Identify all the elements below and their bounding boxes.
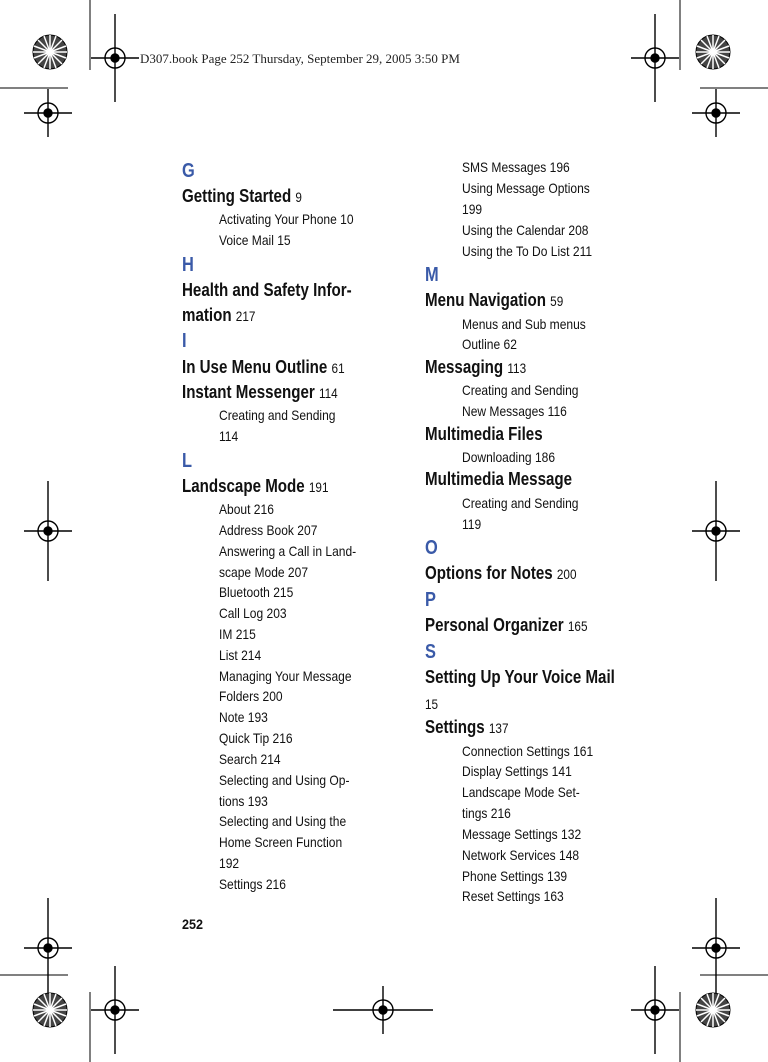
index-subentry: Folders 200	[219, 688, 283, 704]
index-letter-g: G	[182, 160, 195, 182]
index-subentry: Network Services 148	[462, 847, 580, 863]
index-entry-personal-organizer: Personal Organizer 165	[425, 615, 588, 635]
index-entry-multimedia-files: Multimedia Files	[425, 424, 543, 444]
index-entry-health-line1: Health and Safety Infor-	[182, 280, 352, 300]
index-entry-in-use-menu: In Use Menu Outline 61	[182, 357, 345, 377]
index-subentry: Bluetooth 215	[219, 584, 294, 600]
index-subentry: 192	[219, 855, 240, 871]
registration-mark-icon	[24, 14, 740, 1054]
index-subentry: Settings 216	[219, 876, 286, 892]
index-subentry: Search 214	[219, 751, 281, 767]
index-subentry: Creating and Sending	[462, 495, 579, 511]
index-subentry: Message Settings 132	[462, 826, 582, 842]
index-subentry: 114	[219, 428, 239, 444]
index-entry-menu-navigation: Menu Navigation 59	[425, 290, 564, 310]
index-letter-o: O	[425, 537, 438, 559]
index-subentry: Home Screen Function	[219, 834, 343, 850]
index-subentry: tions 193	[219, 793, 268, 809]
index-subentry: 119	[462, 516, 482, 532]
index-subentry: Quick Tip 216	[219, 730, 293, 746]
index-subentry: Selecting and Using the	[219, 813, 347, 829]
index-letter-h: H	[182, 254, 194, 276]
index-subentry: 199	[462, 201, 483, 217]
index-subentry: Call Log 203	[219, 605, 287, 621]
index-subentry: Landscape Mode Set-	[462, 784, 580, 800]
index-subentry: Using the Calendar 208	[462, 222, 589, 238]
index-subentry: IM 215	[219, 626, 256, 642]
index-subentry: Creating and Sending	[462, 382, 579, 398]
index-subentry: Reset Settings 163	[462, 888, 564, 904]
index-letter-p: P	[425, 589, 436, 611]
index-subentry: tings 216	[462, 805, 511, 821]
index-subentry: List 214	[219, 647, 262, 663]
index-subentry: Connection Settings 161	[462, 743, 594, 759]
index-letter-s: S	[425, 641, 436, 663]
page-number: 252	[182, 916, 204, 932]
index-subentry: Managing Your Message	[219, 668, 352, 684]
index-subentry: Using Message Options	[462, 180, 590, 196]
index-subentry: Voice Mail 15	[219, 232, 291, 248]
index-entry-health-line2: mation 217	[182, 305, 256, 325]
index-letter-i: I	[182, 330, 187, 352]
index-subentry: SMS Messages 196	[462, 159, 570, 175]
index-letter-m: M	[425, 264, 439, 286]
index-subentry: Activating Your Phone 10	[219, 211, 354, 227]
index-subentry: scape Mode 207	[219, 564, 309, 580]
index-entry-instant-messenger: Instant Messenger 114	[182, 382, 338, 402]
index-subentry: Phone Settings 139	[462, 868, 568, 884]
index-subentry: Using the To Do List 211	[462, 243, 593, 259]
index-entry-setting-up-page: 15	[425, 696, 439, 712]
print-header: D307.book Page 252 Thursday, September 29, 2005 3:50 PM	[140, 51, 460, 66]
index-entry-setting-up-voice-mail: Setting Up Your Voice Mail	[425, 667, 615, 687]
index-subentry: New Messages 116	[462, 403, 567, 419]
index-entry-getting-started: Getting Started 9	[182, 186, 302, 206]
index-subentry: Selecting and Using Op-	[219, 772, 350, 788]
index-subentry: Note 193	[219, 709, 268, 725]
index-entry-landscape-mode: Landscape Mode 191	[182, 476, 329, 496]
index-subentry: Outline 62	[462, 336, 517, 352]
index-subentry: Downloading 186	[462, 449, 556, 465]
index-entry-messaging: Messaging 113	[425, 357, 527, 377]
index-entry-multimedia-message: Multimedia Message	[425, 469, 573, 489]
index-subentry: Menus and Sub menus	[462, 316, 586, 332]
index-entry-options-for-notes: Options for Notes 200	[425, 563, 577, 583]
star-target-icon	[33, 35, 730, 1027]
index-subentry: Creating and Sending	[219, 407, 336, 423]
index-subentry: About 216	[219, 501, 274, 517]
index-entry-settings: Settings 137	[425, 717, 509, 737]
index-subentry: Display Settings 141	[462, 763, 572, 779]
index-letter-l: L	[182, 450, 193, 472]
index-subentry: Answering a Call in Land-	[219, 543, 357, 559]
index-subentry: Address Book 207	[219, 522, 318, 538]
